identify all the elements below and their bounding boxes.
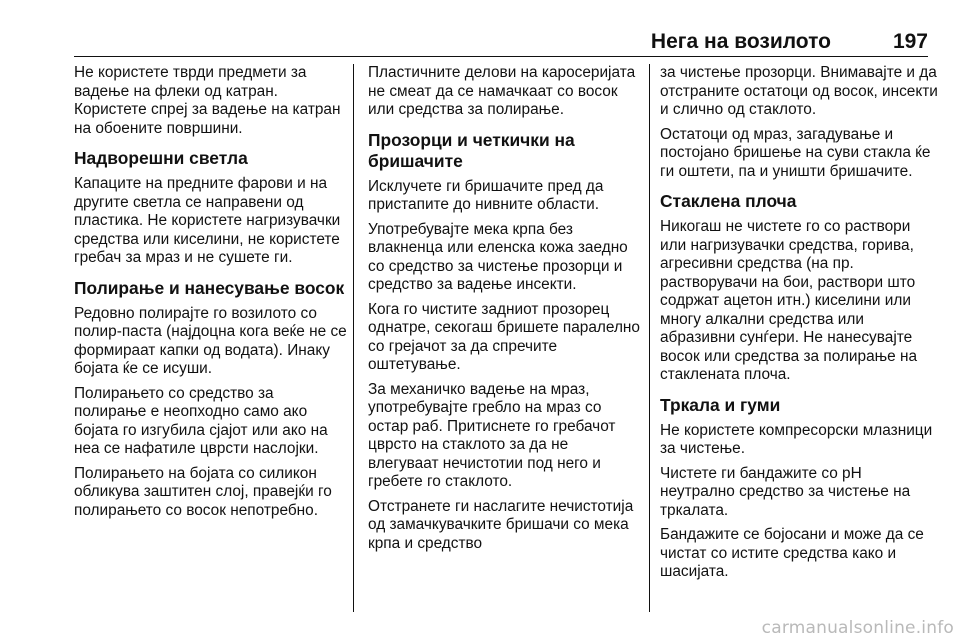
paragraph: Не користете компресорски млазници за чистење. [660,421,933,457]
paragraph: Пластичните делови на каросеријата не смеат да се намачкаат со восок или средства за полирање. [368,64,636,118]
section-heading: Прозорци и четкички на бришачите [368,129,575,171]
paragraph: Чистете ги бандажите со pH неутрално средство за чистење на тркалата. [660,464,911,519]
section-heading: Надворешни светла [74,148,248,168]
paragraph: Капаците на предните фарови и на другите светла се направени од пластика. Не користете нагризувачки средства или киселини, не користете гребач за мраз и не сушете ги. [74,175,341,266]
paragraph: За механичко вадење на мраз, употребувајте гребло на мраз со остар раб. Притиснете го гребачот цврсто на стаклото за да не влегуваат нечистотии под него и гребете го стаклото. [368,380,616,490]
paragraph: Никогаш не чистете го со раствори или нагризувачки средства, горива, агресивни средства (на пр. растворувачи на бои, раствори што содржат ацетон итн.) киселини или многу алкални средства или абразивни сунѓери. Не нанесувајте восок или средства за полирање на стаклената плоча. [660,218,918,383]
paragraph: Остатоци од мраз, загадување и постојано бришење на суви стакла ќе ги оштети, па и уништи бришачите. [660,125,931,180]
paragraph: за чистење прозорци. Внимавајте и да отстраните остатоци од восок, инсекти и слично од стаклото. [660,64,938,118]
column-3 [660,64,940,588]
paragraph: Отстранете ги наслагите нечистотија од замачкувачките бришачи со мека крпа и средство [368,497,634,552]
paragraph: Бандажите се бојосани и може да се чистат со истите средства како и шасијата. [660,526,924,580]
paragraph: Употребувајте мека крпа без влакненца или еленска кожа заедно со средство за чистење прозорци и средство за вадење инсекти. [368,220,628,293]
section-heading: Полирање и нанесување восок [74,277,345,298]
paragraph: Полирањето на бојата со силикон обликува заштитен слој, правејќи го полирањето со восок непотребно. [74,464,332,519]
page-number: 197 [892,30,928,53]
column-1 [74,64,348,526]
column-2 [368,64,642,559]
paragraph: Полирањето со средство за полирање е неопходно само ако бојата го изгубила сјајот или ако на неа се нафатиле цврсти наслојки. [74,384,328,457]
section-heading: Тркала и гуми [660,394,781,415]
paragraph: Исклучете ги бришачите пред да пристапите до нивните области. [368,177,604,213]
paragraph: Редовно полирајте го возилото со полир-паста (најдоцна кога веќе не се формираат капки од водата). Инаку бојата ќе се исуши. [74,304,347,377]
column-divider-1 [353,64,354,612]
column-divider-2 [649,64,650,612]
paragraph: Кога го чистите задниот прозорец однатре, секогаш бришете паралелно со грејачот за да спречите оштетување. [368,300,640,373]
section-heading: Стаклена плоча [660,191,797,211]
paragraph: Не користете тврди предмети за вадење на флеки од катран. Користете спреј за вадење на катран на обоените површини. [74,64,341,137]
header-rule [74,56,928,57]
page-title: Нега на возилото [650,30,831,53]
page-header [74,26,928,54]
watermark: carmanualsonline.info [761,618,954,638]
